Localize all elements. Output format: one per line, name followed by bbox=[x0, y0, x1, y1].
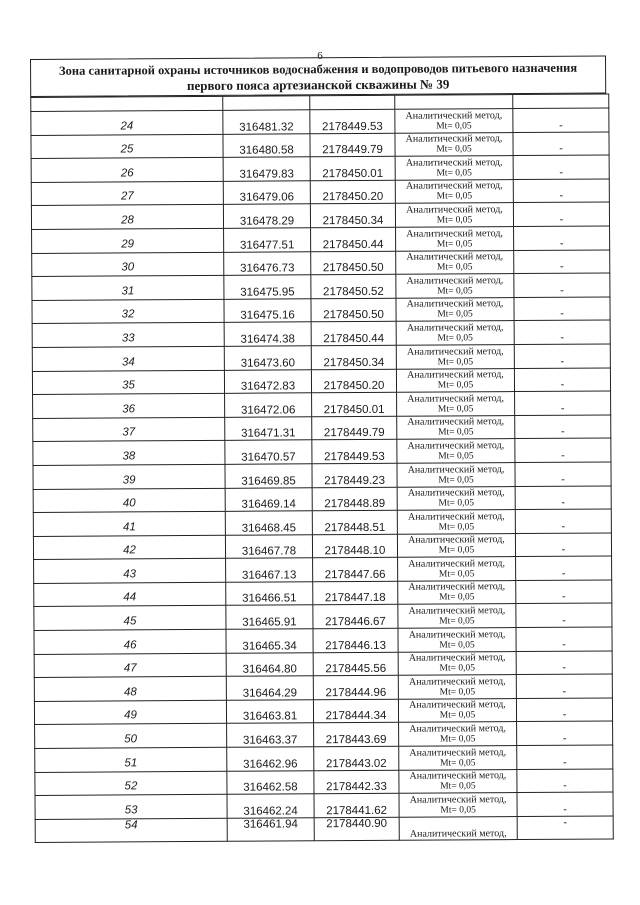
dash-cell: - bbox=[515, 509, 611, 533]
method-label: Аналитический метод, bbox=[406, 345, 504, 358]
dash-cell: - bbox=[513, 132, 609, 156]
coordinate-x: 316469.14 bbox=[225, 487, 312, 511]
dash-cell: - bbox=[514, 250, 610, 274]
coordinate-y: 2178450.34 bbox=[310, 204, 395, 228]
coordinate-x: 316462.96 bbox=[227, 747, 314, 771]
table-row bbox=[31, 155, 609, 182]
method-label: Аналитический метод, bbox=[409, 699, 506, 712]
dash-cell: - bbox=[513, 108, 609, 132]
method-label: Аналитический метод, bbox=[409, 793, 507, 806]
table-row bbox=[34, 580, 612, 607]
method-cell bbox=[398, 675, 516, 699]
point-number: 37 bbox=[33, 417, 225, 442]
accuracy-label: Mt= 0,05 bbox=[436, 144, 472, 155]
table-row bbox=[35, 745, 613, 772]
coordinate-y: 2178450.44 bbox=[311, 227, 396, 251]
accuracy-label: Mt= 0,05 bbox=[440, 805, 476, 816]
coordinate-x: 316478.29 bbox=[223, 204, 310, 228]
method-cell bbox=[398, 604, 516, 628]
coordinate-x: 316464.80 bbox=[226, 652, 313, 676]
coordinate-x: 316474.38 bbox=[224, 322, 311, 346]
point-number: 44 bbox=[34, 582, 226, 607]
point-number: 47 bbox=[34, 653, 226, 678]
accuracy-label: Mt= 0,05 bbox=[437, 262, 473, 273]
method-label: Аналитический метод, bbox=[408, 628, 506, 641]
coordinate-y: 2178450.01 bbox=[312, 392, 397, 416]
dash-cell: - bbox=[515, 485, 611, 509]
coordinate-x: 316467.13 bbox=[226, 558, 313, 582]
point-number: 48 bbox=[34, 677, 226, 702]
method-cell bbox=[395, 179, 513, 203]
coordinate-x: 316469.85 bbox=[225, 464, 312, 488]
accuracy-label: Mt= 0,05 bbox=[439, 639, 475, 651]
point-number: 24 bbox=[31, 110, 223, 135]
method-label: Аналитический метод, bbox=[409, 723, 506, 735]
method-cell bbox=[399, 816, 517, 840]
table-row bbox=[33, 438, 611, 465]
method-label: Аналитический метод, bbox=[405, 180, 503, 193]
point-number: 38 bbox=[33, 441, 225, 466]
coordinate-y: 2178449.23 bbox=[312, 463, 397, 487]
coordinate-x: 316468.45 bbox=[225, 511, 312, 535]
method-label: Аналитический метод, bbox=[407, 510, 505, 523]
dash-cell: - bbox=[517, 816, 613, 840]
method-label: Аналитический метод, bbox=[406, 322, 504, 334]
dash-cell: - bbox=[514, 297, 610, 321]
table-row bbox=[32, 367, 610, 394]
coordinate-y: 2178446.13 bbox=[313, 628, 398, 652]
point-number: 50 bbox=[35, 724, 227, 749]
accuracy-label: Mt= 0,05 bbox=[437, 333, 473, 344]
title-line-1: Зона санитарной охраны источников водоснабжения и водопроводов питьевого назначения bbox=[58, 60, 578, 78]
coordinate-y: 2178450.52 bbox=[311, 274, 396, 298]
method-label: Аналитический метод, bbox=[405, 133, 503, 145]
method-cell bbox=[397, 533, 515, 557]
accuracy-label: Mt= 0,05 bbox=[438, 427, 474, 438]
accuracy-label: Mt= 0,05 bbox=[438, 474, 474, 486]
coordinate-y: 2178448.89 bbox=[312, 487, 397, 511]
coordinate-x: 316466.51 bbox=[226, 582, 313, 606]
table-row bbox=[33, 391, 611, 418]
accuracy-label: Mt= 0,05 bbox=[439, 592, 475, 603]
document-sheet bbox=[30, 55, 613, 905]
point-number: 45 bbox=[34, 606, 226, 631]
dash-cell: - bbox=[516, 651, 612, 675]
accuracy-label: Mt= 0,05 bbox=[436, 238, 473, 250]
table-row bbox=[31, 179, 609, 206]
accuracy-label: Mt= 0,05 bbox=[438, 569, 475, 580]
method-label: Аналитический метод, bbox=[406, 298, 504, 311]
accuracy-label: Mt= 0,05 bbox=[438, 545, 475, 556]
coordinate-x: 316477.51 bbox=[224, 228, 311, 252]
coordinate-x: 316472.83 bbox=[224, 369, 311, 393]
method-label: Аналитический метод, bbox=[405, 156, 503, 169]
point-number: 34 bbox=[32, 346, 224, 371]
coordinate-x: 316475.95 bbox=[224, 275, 311, 299]
point-number: 29 bbox=[32, 228, 224, 253]
coordinate-x: 316463.37 bbox=[227, 723, 314, 747]
method-cell bbox=[399, 793, 517, 817]
method-label: Аналитический метод, bbox=[408, 581, 506, 594]
method-cell bbox=[397, 439, 515, 463]
coordinate-x: 316475.16 bbox=[224, 299, 311, 323]
table-row bbox=[32, 297, 610, 324]
dash-cell: - bbox=[514, 367, 610, 391]
coordinate-y: 2178449.79 bbox=[310, 133, 395, 157]
point-number: 46 bbox=[34, 629, 226, 654]
dash-cell: - bbox=[514, 226, 610, 250]
accuracy-label: Mt= 0,05 bbox=[438, 521, 475, 533]
coordinate-y: 2178450.34 bbox=[311, 345, 396, 369]
method-cell bbox=[397, 392, 515, 416]
table-row bbox=[34, 556, 612, 583]
method-cell bbox=[395, 156, 513, 180]
method-label: Аналитический метод, bbox=[407, 487, 505, 499]
accuracy-label: Mt= 0,05 bbox=[436, 215, 473, 226]
table-row bbox=[32, 273, 610, 300]
method-cell bbox=[396, 321, 514, 345]
dash-cell: - bbox=[516, 674, 612, 698]
table-row bbox=[35, 769, 613, 796]
coordinate-x: 316481.32 bbox=[223, 110, 310, 134]
dash-cell: - bbox=[515, 438, 611, 462]
point-number: 53 bbox=[35, 795, 227, 820]
coordinate-x: 316472.06 bbox=[225, 393, 312, 417]
point-number: 26 bbox=[31, 158, 223, 183]
method-cell bbox=[397, 510, 515, 534]
method-label: Аналитический метод, bbox=[407, 463, 505, 476]
method-label: Аналитический метод, bbox=[407, 392, 504, 405]
method-cell bbox=[395, 203, 513, 227]
accuracy-label: Mt= 0,05 bbox=[438, 498, 474, 509]
accuracy-label: Mt= 0,05 bbox=[437, 286, 473, 297]
coordinate-y: 2178445.56 bbox=[313, 652, 398, 676]
coordinate-x: 316473.60 bbox=[224, 346, 311, 370]
coordinate-y: 2178450.20 bbox=[310, 180, 395, 204]
dash-cell: - bbox=[517, 792, 613, 816]
point-number: 28 bbox=[31, 205, 223, 230]
dash-cell: - bbox=[514, 273, 610, 297]
accuracy-label: Mt= 0,05 bbox=[436, 120, 472, 132]
point-number: 52 bbox=[35, 771, 227, 796]
method-label: Аналитический метод, bbox=[408, 675, 506, 688]
method-label: Аналитический метод, bbox=[406, 274, 504, 287]
method-cell bbox=[399, 722, 517, 746]
table-row bbox=[32, 320, 610, 347]
method-cell bbox=[398, 651, 516, 675]
coordinate-y: 2178447.66 bbox=[313, 558, 398, 582]
coordinate-y: 2178450.50 bbox=[311, 251, 396, 275]
coordinate-y: 2178450.50 bbox=[311, 298, 396, 322]
point-number: 35 bbox=[32, 370, 224, 395]
accuracy-label: Mt= 0,05 bbox=[439, 663, 475, 674]
coordinate-x: 316465.34 bbox=[226, 629, 313, 653]
dash-cell: - bbox=[517, 745, 613, 769]
table-row bbox=[33, 485, 611, 512]
point-number: 40 bbox=[33, 488, 225, 513]
method-cell bbox=[398, 628, 516, 652]
coordinate-y: 2178449.53 bbox=[310, 109, 395, 133]
table-title bbox=[30, 55, 606, 97]
method-label: Аналитический метод, bbox=[405, 109, 503, 122]
point-number: 54 bbox=[35, 818, 227, 843]
dash-cell: - bbox=[517, 721, 613, 745]
dash-cell: - bbox=[515, 533, 611, 557]
method-cell bbox=[396, 344, 514, 368]
method-label: Аналитический метод, bbox=[408, 534, 505, 546]
method-cell bbox=[396, 227, 514, 251]
accuracy-label: Mt= 0,05 bbox=[438, 451, 474, 462]
table-row bbox=[35, 721, 613, 748]
coordinate-x: 316465.91 bbox=[226, 605, 313, 629]
dash-cell: - bbox=[515, 415, 611, 439]
method-cell bbox=[396, 250, 514, 274]
table-row bbox=[34, 651, 612, 678]
table-row bbox=[32, 250, 610, 277]
accuracy-label: Mt= 0,05 bbox=[439, 710, 476, 721]
table-row bbox=[33, 533, 611, 560]
coordinate-x: 316467.78 bbox=[225, 534, 312, 558]
coordinate-y: 2178446.67 bbox=[313, 605, 398, 629]
point-number: 36 bbox=[33, 393, 225, 418]
dash-cell: - bbox=[514, 344, 610, 368]
table-row bbox=[34, 698, 612, 725]
accuracy-label: Mt= 0,05 bbox=[440, 757, 476, 769]
method-label: Аналитический метод, bbox=[408, 557, 505, 570]
coordinate-x: 316464.29 bbox=[226, 676, 313, 700]
coordinate-x: 316462.24 bbox=[227, 794, 314, 818]
coordinate-y: 2178448.10 bbox=[312, 534, 397, 558]
method-cell bbox=[398, 580, 516, 604]
method-cell bbox=[395, 132, 513, 156]
coordinate-y: 2178449.53 bbox=[312, 440, 397, 464]
point-number: 42 bbox=[33, 535, 225, 560]
coordinate-x: 316470.57 bbox=[225, 440, 312, 464]
method-cell bbox=[398, 698, 516, 722]
method-label: Аналитический метод, bbox=[407, 369, 504, 381]
coordinates-table bbox=[30, 93, 614, 843]
method-cell bbox=[399, 746, 517, 770]
coordinate-y: 2178443.02 bbox=[314, 746, 399, 770]
table-row bbox=[34, 627, 612, 654]
coordinate-y: 2178440.90 bbox=[314, 817, 399, 841]
accuracy-label: Mt= 0,05 bbox=[439, 687, 476, 698]
point-number: 32 bbox=[32, 299, 224, 324]
method-cell bbox=[397, 415, 515, 439]
dash-cell: - bbox=[513, 179, 609, 203]
coordinate-y: 2178444.96 bbox=[313, 676, 398, 700]
coordinate-y: 2178449.79 bbox=[312, 416, 397, 440]
dash-cell: - bbox=[513, 202, 609, 226]
accuracy-label: Mt= 0,05 bbox=[439, 616, 475, 627]
dash-cell: - bbox=[517, 769, 613, 793]
coordinate-y: 2178447.18 bbox=[313, 581, 398, 605]
coordinate-y: 2178443.69 bbox=[314, 723, 399, 747]
table-row bbox=[32, 226, 610, 253]
coordinate-x: 316479.83 bbox=[223, 157, 310, 181]
coordinate-x: 316462.58 bbox=[227, 770, 314, 794]
point-number: 33 bbox=[32, 323, 224, 348]
method-cell bbox=[395, 109, 513, 133]
method-label: Аналитический метод, bbox=[409, 746, 507, 759]
method-label: Аналитический метод, bbox=[408, 605, 506, 617]
coordinate-x: 316476.73 bbox=[224, 251, 311, 275]
dash-cell: - bbox=[514, 320, 610, 344]
dash-cell: - bbox=[515, 462, 611, 486]
coordinate-y: 2178441.62 bbox=[314, 793, 399, 817]
method-label: Аналитический метод, bbox=[407, 440, 505, 452]
dash-cell: - bbox=[516, 580, 612, 604]
method-label: Аналитический метод, bbox=[407, 416, 505, 429]
coordinate-y: 2178450.01 bbox=[310, 156, 395, 180]
point-number: 43 bbox=[34, 559, 226, 584]
method-label: Аналитический метод, bbox=[408, 652, 506, 664]
dash-cell: - bbox=[515, 391, 611, 415]
method-cell bbox=[397, 486, 515, 510]
accuracy-label: Mt= 0,05 bbox=[437, 309, 473, 320]
coordinate-y: 2178442.33 bbox=[314, 770, 399, 794]
method-label: Аналитический метод, bbox=[409, 828, 507, 841]
coordinate-y: 2178450.44 bbox=[311, 322, 396, 346]
coordinate-y: 2178448.51 bbox=[312, 510, 397, 534]
coordinate-x: 316471.31 bbox=[225, 417, 312, 441]
method-label: Аналитический метод, bbox=[409, 770, 507, 782]
method-cell bbox=[397, 462, 515, 486]
method-label: Аналитический метод, bbox=[406, 251, 504, 263]
dash-cell: - bbox=[516, 556, 612, 580]
dash-cell: - bbox=[516, 698, 612, 722]
table-row bbox=[33, 415, 611, 442]
method-cell bbox=[396, 274, 514, 298]
accuracy-label: Mt= 0,05 bbox=[436, 191, 473, 202]
table-row bbox=[35, 816, 613, 843]
accuracy-label: Mt= 0,05 bbox=[439, 734, 476, 745]
point-number: 25 bbox=[31, 134, 223, 159]
accuracy-label: Mt= 0,05 bbox=[437, 356, 474, 368]
page-number: 6 bbox=[317, 50, 323, 62]
table-row bbox=[34, 603, 612, 630]
method-cell bbox=[396, 368, 514, 392]
point-number: 51 bbox=[35, 747, 227, 772]
accuracy-label: Mt= 0,05 bbox=[440, 781, 476, 792]
dash-cell: - bbox=[516, 627, 612, 651]
table-row bbox=[34, 674, 612, 701]
dash-cell: - bbox=[516, 603, 612, 627]
table-row bbox=[31, 202, 609, 229]
method-cell bbox=[398, 557, 516, 581]
dash-cell: - bbox=[513, 155, 609, 179]
table-row bbox=[35, 792, 613, 819]
table-row bbox=[32, 344, 610, 371]
title-line-2: первого пояса артезианской скважины № 39 bbox=[186, 76, 450, 94]
coordinate-x: 316461.94 bbox=[227, 818, 314, 842]
accuracy-label: Mt= 0,05 bbox=[436, 168, 472, 179]
coordinate-x: 316463.81 bbox=[226, 700, 313, 724]
point-number: 27 bbox=[31, 181, 223, 206]
method-cell bbox=[399, 769, 517, 793]
coordinate-x: 316480.58 bbox=[223, 133, 310, 157]
point-number: 30 bbox=[32, 252, 224, 277]
coordinate-y: 2178450.20 bbox=[311, 369, 396, 393]
table-row bbox=[31, 108, 609, 135]
coordinate-y: 2178444.34 bbox=[313, 699, 398, 723]
accuracy-label: Mt= 0,05 bbox=[437, 380, 474, 391]
point-number: 41 bbox=[33, 511, 225, 536]
accuracy-label: Mt= 0,05 bbox=[437, 404, 474, 415]
method-label: Аналитический метод, bbox=[406, 227, 503, 240]
point-number: 49 bbox=[34, 700, 226, 725]
point-number: 39 bbox=[33, 464, 225, 489]
table-row bbox=[31, 132, 609, 159]
point-number: 31 bbox=[32, 275, 224, 300]
table-row bbox=[33, 462, 611, 489]
method-label: Аналитический метод, bbox=[406, 204, 503, 216]
method-cell bbox=[396, 297, 514, 321]
table-row bbox=[33, 509, 611, 536]
coordinate-x: 316479.06 bbox=[223, 181, 310, 205]
